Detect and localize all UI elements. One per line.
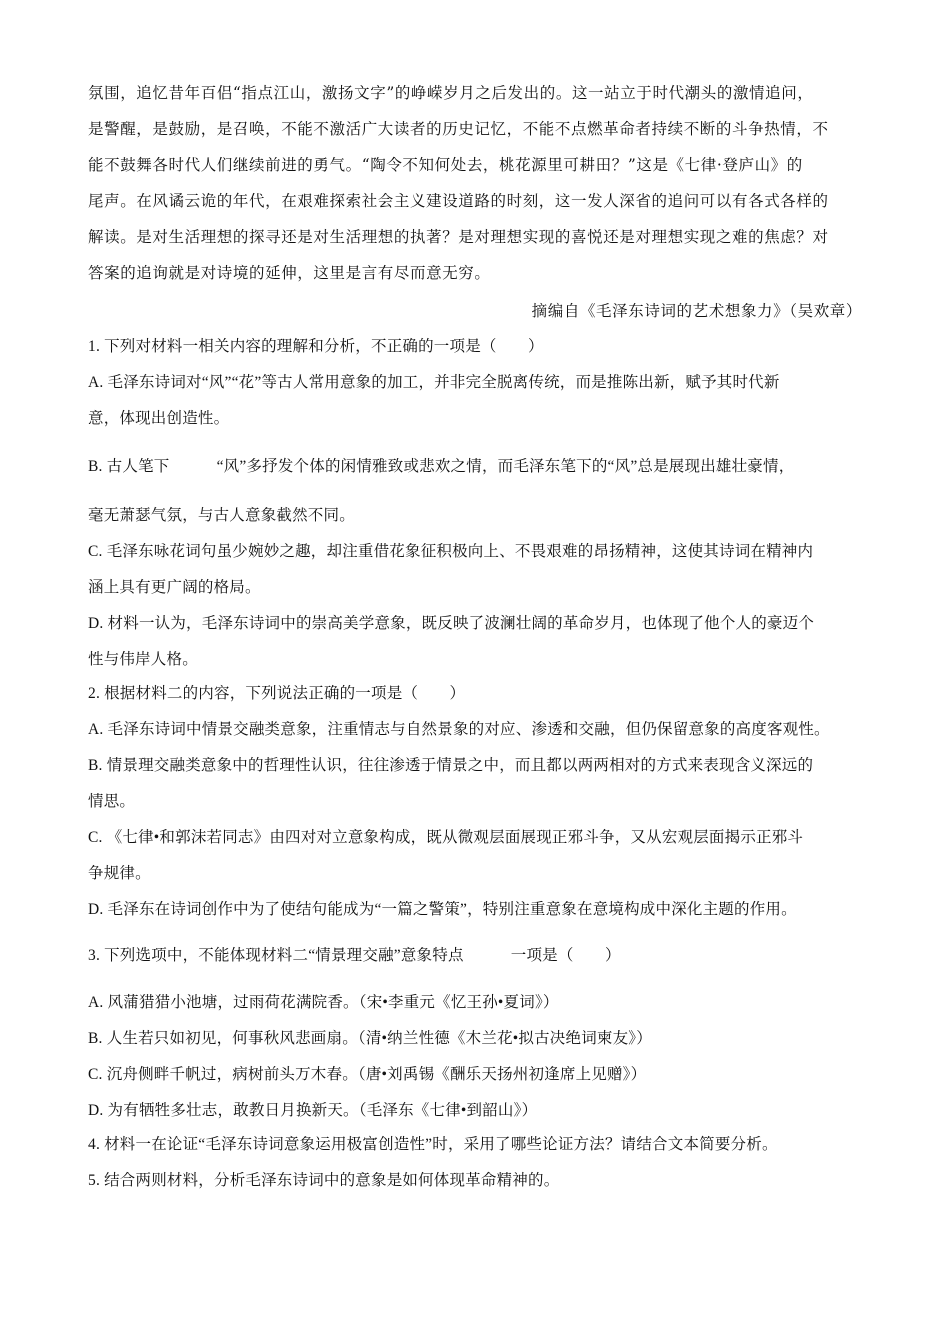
question-1-option-b: B. 古人笔下 “风”多抒发个体的闲情雅致或悲欢之情，而毛泽东笔下的“风”总是展现出雄壮豪情，: [88, 458, 795, 475]
question-3-stem: 3. 下列选项中，不能体现材料二“情景理交融”意象特点 一项是（ ）: [88, 947, 621, 964]
question-1-option-b-cont: 毫无萧瑟气氛，与古人意象截然不同。: [88, 507, 355, 524]
question-3-option-a: A. 风蒲猎猎小池塘，过雨荷花满院香。（宋•李重元《忆王孙•夏词》）: [88, 994, 559, 1011]
passage-line-1: 氛围，追忆昔年百侣“指点江山，激扬文字”的峥嵘岁月之后发出的。这一站立于时代潮头的激情追问，: [88, 84, 814, 102]
question-1-option-d-cont: 性与伟岸人格。: [88, 651, 198, 668]
question-2-option-c: C. 《七律•和郭沫若同志》由四对对立意象构成，既从微观层面展现正邪斗争，又从宏观层面揭示正邪斗: [88, 829, 804, 846]
question-1-option-a: A. 毛泽东诗词对“风”“花”等古人常用意象的加工，并非完全脱离传统，而是推陈出新，赋予其时代新: [88, 374, 780, 391]
question-3-option-c: C. 沉舟侧畔千帆过，病树前头万木春。（唐•刘禹锡《酬乐天扬州初逢席上见赠》）: [88, 1066, 647, 1083]
question-1-option-a-cont: 意，体现出创造性。: [88, 410, 230, 427]
question-3-option-b: B. 人生若只如初见，何事秋风悲画扇。（清•纳兰性德《木兰花•拟古决绝词柬友》）: [88, 1030, 652, 1047]
passage-line-6: 答案的追询就是对诗境的延伸，这里是言有尽而意无穷。: [88, 264, 491, 282]
passage-line-3: 能不鼓舞各时代人们继续前进的勇气。“陶令不知何处去，桃花源里可耕田？”这是《七律·登庐山》的: [88, 156, 803, 174]
question-1-option-d: D. 材料一认为，毛泽东诗词中的崇高美学意象，既反映了波澜壮阔的革命岁月，也体现了他个人的豪迈个: [88, 615, 815, 632]
passage-line-4: 尾声。在风谲云诡的年代，在艰难探索社会主义建设道路的时刻，这一发人深省的追问可以有各式各样的: [88, 192, 829, 210]
question-1-option-c-cont: 涵上具有更广阔的格局。: [88, 579, 261, 596]
question-2-option-a: A. 毛泽东诗词中情景交融类意象，注重情志与自然景象的对应、渗透和交融，但仍保留意象的高度客观性。: [88, 721, 830, 738]
question-4: 4. 材料一在论证“毛泽东诗词意象运用极富创造性”时，采用了哪些论证方法？请结合文本简要分析。: [88, 1136, 778, 1153]
passage-source: 摘编自《毛泽东诗词的艺术想象力》（吴欢章）: [531, 302, 862, 320]
question-1-option-c: C. 毛泽东咏花词句虽少婉妙之趣，却注重借花象征积极向上、不畏艰难的昂扬精神，这使其诗词在精神内: [88, 543, 814, 560]
question-3-option-d: D. 为有牺牲多壮志，敢教日月换新天。（毛泽东《七律•到韶山》）: [88, 1102, 538, 1119]
passage-line-2: 是警醒，是鼓励，是召唤，不能不激活广大读者的历史记忆，不能不点燃革命者持续不断的斗争热情，不: [88, 120, 829, 138]
question-2-stem: 2. 根据材料二的内容，下列说法正确的一项是（ ）: [88, 685, 466, 702]
question-2-option-b-cont: 情思。: [88, 793, 136, 810]
question-5: 5. 结合两则材料，分析毛泽东诗词中的意象是如何体现革命精神的。: [88, 1172, 560, 1189]
passage-line-5: 解读。是对生活理想的探寻还是对生活理想的执著？是对理想实现的喜悦还是对理想实现之难的焦虑？对: [88, 228, 829, 246]
question-2-option-d: D. 毛泽东在诗词创作中为了使结句能成为“一篇之警策”，特别注重意象在意境构成中深化主题的作用。: [88, 901, 797, 918]
question-2-option-c-cont: 争规律。: [88, 865, 151, 882]
question-1-stem: 1. 下列对材料一相关内容的理解和分析，不正确的一项是（ ）: [88, 338, 544, 355]
question-2-option-b: B. 情景理交融类意象中的哲理性认识，往往渗透于情景之中，而且都以两两相对的方式来表现含义深远的: [88, 757, 814, 774]
